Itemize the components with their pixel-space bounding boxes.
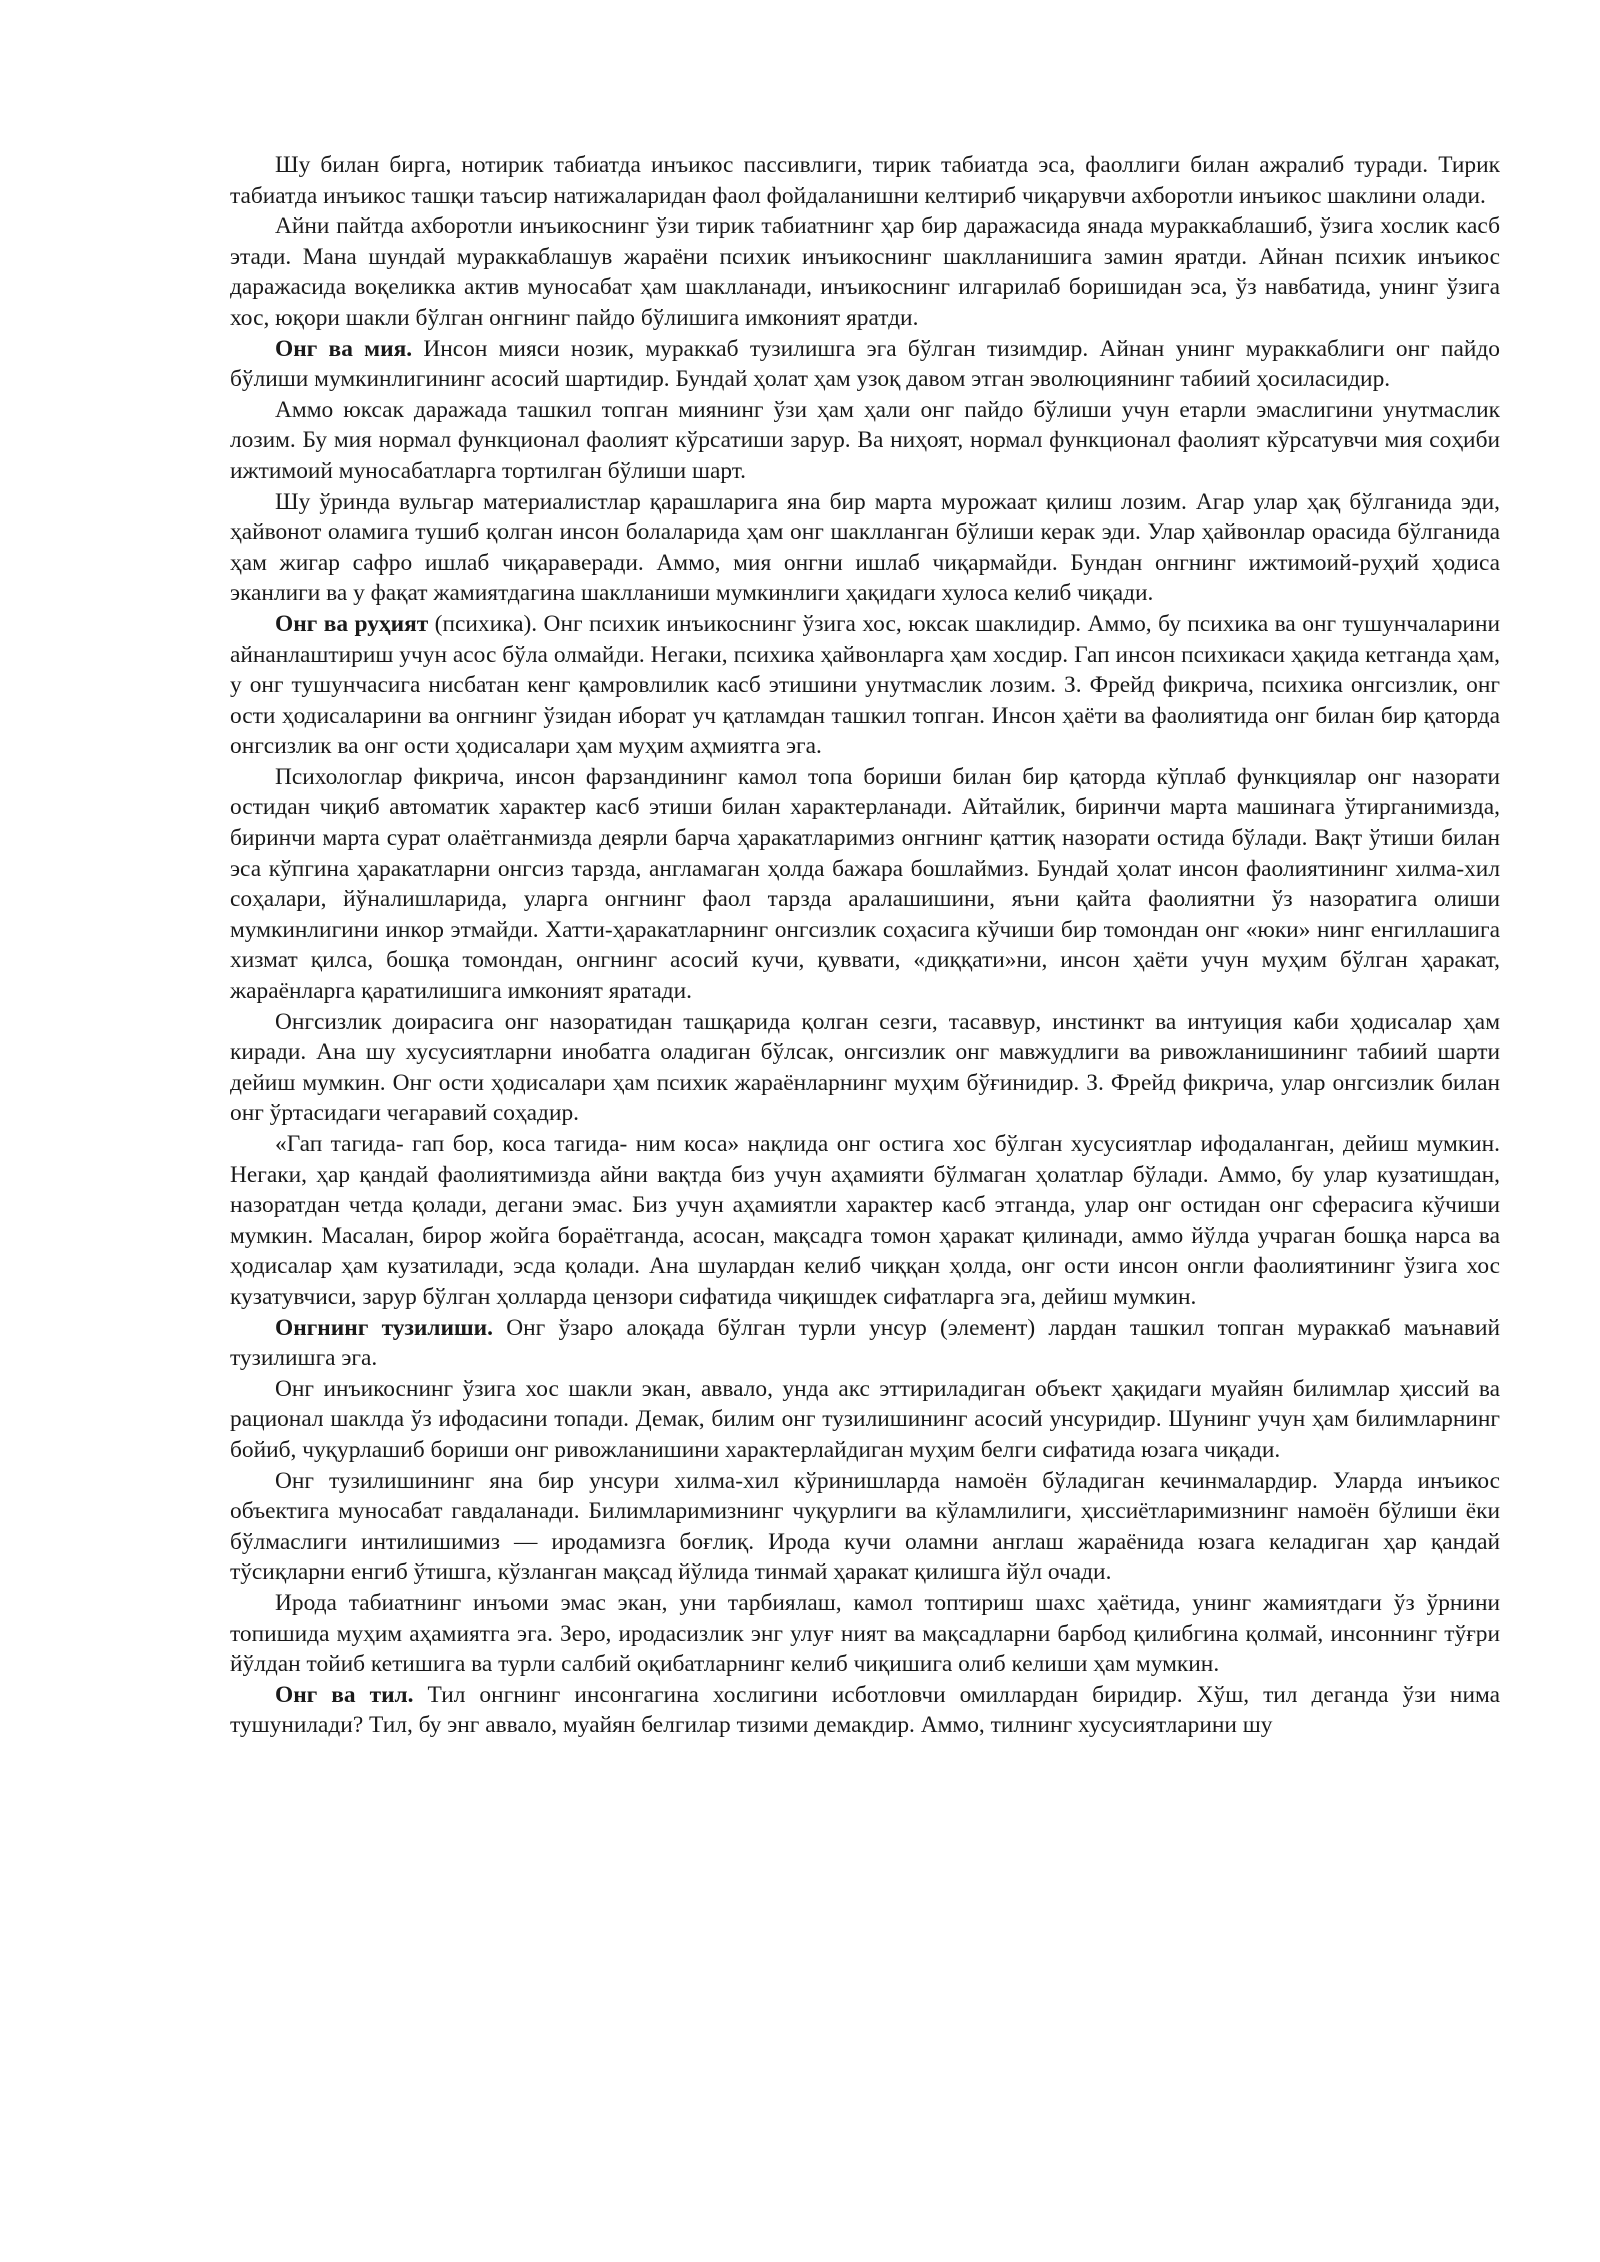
paragraph — [230, 150, 1500, 211]
paragraph-text: (психика). Онг психик инъикоснинг ўзига хос, юксак шаклидир. Аммо, бу психика ва онг тушунчаларини айнанлаштириш учун асос бўла олмайди. Негаки, психика ҳайвонларга ҳам хосдир. Гап инсон психикаси ҳақида кетганда ҳам, у онг тушунчасига нисбатан кенг қамровлилик касб этишини унутмаслик лозим. З. Фрейд фикрича, психика онгсизлик, онг ости ҳодисаларини ва онгнинг ўзидан иборат уч қатламдан ташкил топган. Инсон ҳаёти ва фаолиятида онг билан бир қаторда онгсизлик ва онг ости ҳодисалари ҳам муҳим аҳмиятга эга. — [230, 610, 1500, 760]
paragraph-text: Шу билан бирга, нотирик табиатда инъикос пассивлиги, тирик табиатда эса, фаоллиги билан ажралиб туради. Тирик табиатда инъикос ташқи таъсир натижаларидан фаол фойдаланишни келтириб чиқарувчи ахборотли инъикос шаклини олади. — [230, 152, 1500, 209]
paragraph — [230, 1588, 1500, 1680]
paragraph-text: Ирода табиатнинг инъоми эмас экан, уни тарбиялаш, камол топтириш шахс ҳаётида, унинг жамиятдаги ўз ўрнини топишида муҳим аҳамиятга эга. Зеро, иродасизлик энг улуғ ният ва мақсадларни барбод қилибгина қолмай, инсоннинг тўғри йўлдан тойиб кетишига ва турли салбий оқибатларнинг келиб чиқишига олиб келиши ҳам мумкин. — [230, 1589, 1500, 1678]
paragraph — [230, 395, 1500, 487]
paragraph-text: Психологлар фикрича, инсон фарзандининг камол топа бориши билан бир қаторда кўплаб функциялар онг назорати остидан чиқиб автоматик характер касб этиши билан характерланади. Айтайлик, биринчи марта машинага ўтирганимизда, биринчи марта сурат олаётганмизда деярли барча ҳаракатларимиз онгнинг қаттиқ назорати остида бўлади. Вақт ўтиши билан эса кўпгина ҳаракатларни онгсиз тарзда, англамаган ҳолда бажара бошлаймиз. Бундай ҳолат инсон фаолиятининг хилма-хил соҳалари, йўналишларида, уларга онгнинг фаол тарзда аралашишини, яъни қайта фаолиятни ўз назоратига олиши мумкинлигини инкор этмайди. Хатти-ҳаракатларнинг онгсизлик соҳасига кўчиши бир томондан онг «юки» нинг енгиллашига хизмат қилса, бошқа томондан, онгнинг асосий кучи, қуввати, «диққати»ни, инсон ҳаёти учун муҳим бўлган ҳаракат, жараёнларга қаратилишига имконият яратади. — [230, 763, 1500, 1005]
paragraph-text: Онгсизлик доирасига онг назоратидан ташқарида қолган сезги, тасаввур, инстинкт ва интуиция каби ҳодисалар ҳам киради. Ана шу хусусиятларни инобатга оладиган бўлсак, онгсизлик онг мавжудлиги ва ривожланишининг табиий шарти дейиш мумкин. Онг ости ҳодисалари ҳам психик жараёнларнинг муҳим бўғинидир. З. Фрейд фикрича, улар онгсизлик билан онг ўртасидаги чегаравий соҳадир. — [230, 1008, 1500, 1127]
paragraph — [230, 1007, 1500, 1129]
paragraph-text: Шу ўринда вульгар материалистлар қарашларига яна бир марта мурожаат қилиш лозим. Агар улар ҳақ бўлганида эди, ҳайвонот оламига тушиб қолган инсон болаларида ҳам онг шаклланган бўлиши керак эди. Улар ҳайвонлар орасида бўлганида ҳам жигар сафро ишлаб чиқараверади. Аммо, мия онгни ишлаб чиқармайди. Бундан онгнинг ижтимоий-руҳий ҳодиса эканлиги ва у фақат жамиятдагина шаклланиши мумкинлиги ҳақидаги хулоса келиб чиқади. — [230, 488, 1500, 607]
document-page — [230, 150, 1500, 1741]
paragraph — [230, 487, 1500, 609]
paragraph — [230, 1313, 1500, 1374]
paragraph — [230, 334, 1500, 395]
paragraph-text: Онг ўзаро алоқада бўлган турли унсур (элемент) лардан ташкил топган мураккаб маънавий тузилишга эга. — [230, 1314, 1500, 1372]
paragraph-text: Инсон мияси нозик, мураккаб тузилишга эга бўлган тизимдир. Айнан унинг мураккаблиги онг пайдо бўлиши мумкинлигининг асосий шартидир. Бундай ҳолат ҳам узоқ давом этган эволюциянинг табиий ҳосиласидир. — [230, 335, 1500, 393]
paragraph-text: Тил онгнинг инсонгагина хослигини исботловчи омиллардан биридир. Хўш, тил деганда ўзи нима тушунилади? Тил, бу энг аввало, муайян белгилар тизими демакдир. Аммо, тилнинг хусусиятларини шу — [230, 1681, 1500, 1739]
paragraph-text: Айни пайтда ахборотли инъикоснинг ўзи тирик табиатнинг ҳар бир даражасида янада мураккаблашиб, ўзига хослик касб этади. Мана шундай мураккаблашув жараёни психик инъикоснинг шаклланишига замин яратди. Айнан психик инъикос даражасида воқеликка актив муносабат ҳам шаклланади, инъикоснинг илгарилаб боришидан эса, ўз навбатида, унинг ўзига хос, юқори шакли бўлган онгнинг пайдо бўлишига имконият яратди. — [230, 213, 1500, 331]
paragraph — [230, 609, 1500, 762]
paragraph-heading: Онг ва тил. — [275, 1681, 414, 1708]
paragraph — [230, 1680, 1500, 1741]
paragraph-text: «Гап тагида- гап бор, коса тагида- ним коса» нақлида онг остига хос бўлган хусусиятлар ифодаланган, дейиш мумкин. Негаки, ҳар қандай фаолиятимизда айни вақтда биз учун аҳамияти бўлмаган ҳолатлар бўлади. Аммо, бу улар кузатишдан, назоратдан четда қолади, дегани эмас. Биз учун аҳамиятли характер касб этганда, улар онг остидан онг сферасига кўчиши мумкин. Масалан, бирор жойга бораётганда, асосан, мақсадга томон ҳаракат қилинади, аммо йўлда учраган бошқа нарса ва ҳодисалар ҳам кузатилади, эсда қолади. Ана шулардан келиб чиққан ҳолда, онг ости инсон онгли фаолиятининг ўзига хос кузатувчиси, зарур бўлган ҳолларда цензори сифатида чиқишдек сифатларга эга, дейиш мумкин. — [230, 1131, 1500, 1310]
paragraph — [230, 1129, 1500, 1313]
paragraph-heading: Онг ва мия. — [275, 335, 413, 362]
paragraph-text: Онг инъикоснинг ўзига хос шакли экан, аввало, унда акс эттириладиган объект ҳақидаги муайян билимлар ҳиссий ва рационал шаклда ўз ифодасини топади. Демак, билим онг тузилишининг асосий унсуридир. Шунинг учун ҳам билимларнинг бойиб, чуқурлашиб бориши онг ривожланишини характерлайдиган муҳим белги сифатида юзага чиқади. — [230, 1375, 1500, 1463]
paragraph — [230, 762, 1500, 1007]
paragraph-heading: Онг ва руҳият — [275, 610, 429, 637]
paragraph — [230, 1466, 1500, 1588]
paragraph-heading: Онгнинг тузилиши. — [275, 1314, 494, 1341]
paragraph — [230, 211, 1500, 333]
paragraph — [230, 1374, 1500, 1466]
paragraph-text: Онг тузилишининг яна бир унсури хилма-хил кўринишларда намоён бўладиган кечинмалардир. Уларда инъикос объектига муносабат гавдаланади. Билимларимизнинг чуқурлиги ва кўламлилиги, ҳиссиётларимизнинг намоён бўлиши ёки бўлмаслиги интилишимиз — иродамизга боғлиқ. Ирода кучи оламни англаш жараёнида юзага келадиган ҳар қандай тўсиқларни енгиб ўтишга, кўзланган мақсад йўлида тинмай ҳаракат қилишга йўл очади. — [230, 1467, 1500, 1586]
paragraph-text: Аммо юксак даражада ташкил топган миянинг ўзи ҳам ҳали онг пайдо бўлиши учун етарли эмаслигини унутмаслик лозим. Бу мия нормал функционал фаолият кўрсатиши зарур. Ва ниҳоят, нормал функционал фаолият кўрсатувчи мия соҳиби ижтимоий муносабатларга тортилган бўлиши шарт. — [230, 396, 1500, 484]
